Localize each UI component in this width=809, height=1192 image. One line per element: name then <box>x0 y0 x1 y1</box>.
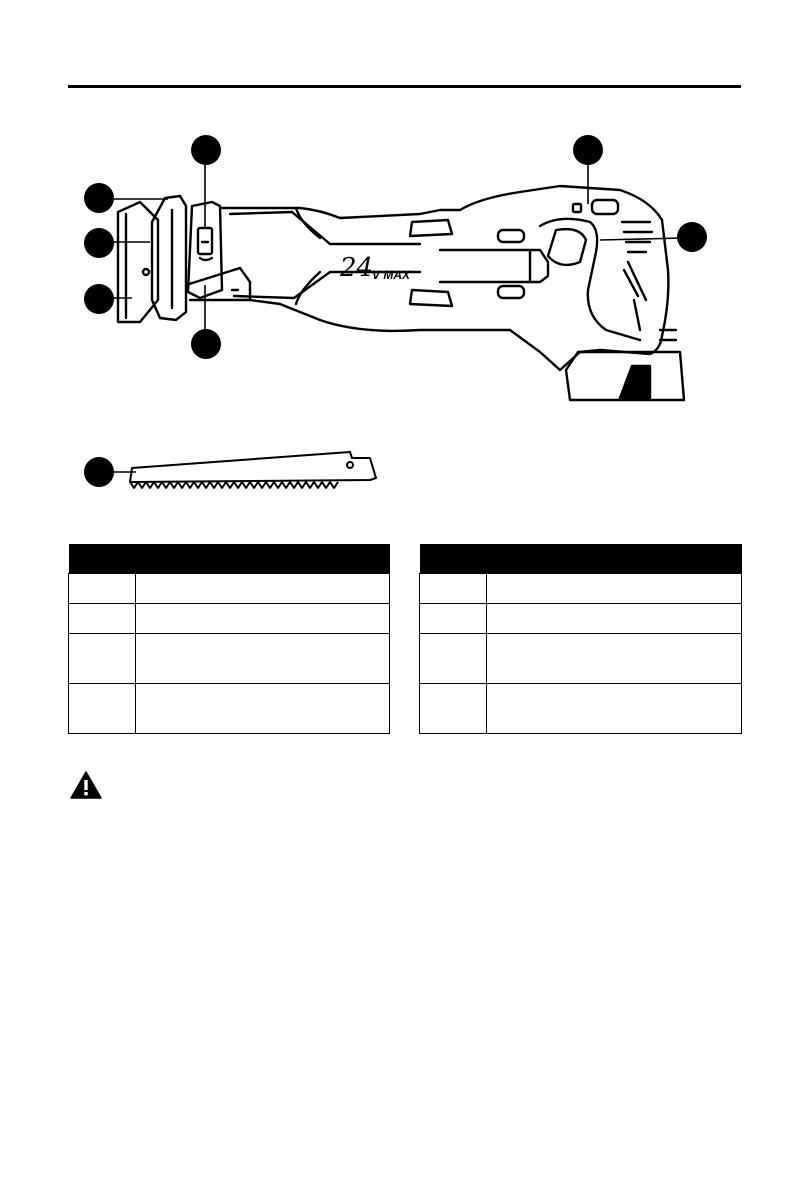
table-header-row <box>69 544 390 574</box>
callout-3 <box>84 284 114 314</box>
table-row <box>69 634 390 684</box>
callout-8 <box>84 457 114 487</box>
table-row <box>69 574 390 604</box>
row-number <box>420 604 487 634</box>
model-badge-text: V MAX <box>372 268 411 282</box>
header-description <box>487 544 742 574</box>
row-number <box>420 684 487 734</box>
table-row <box>420 634 742 684</box>
table-row <box>420 604 742 634</box>
parts-table-left <box>68 544 390 734</box>
row-number <box>420 634 487 684</box>
row-description <box>487 604 742 634</box>
header-number <box>420 544 487 574</box>
table-header-row <box>420 544 742 574</box>
table-row <box>69 684 390 734</box>
row-description <box>136 634 390 684</box>
row-description <box>136 684 390 734</box>
parts-table-right <box>419 544 742 734</box>
callout-4 <box>191 135 221 165</box>
row-description <box>487 684 742 734</box>
callout-2 <box>84 228 114 258</box>
header-description <box>136 544 390 574</box>
row-number <box>69 684 136 734</box>
header-number <box>69 544 136 574</box>
row-description <box>136 604 390 634</box>
callout-5 <box>191 329 221 359</box>
callout-7 <box>677 222 707 252</box>
row-description <box>136 574 390 604</box>
callout-1 <box>84 183 114 213</box>
callout-6 <box>573 135 603 165</box>
table-row <box>420 574 742 604</box>
table-row <box>420 684 742 734</box>
reciprocating-saw-illustration <box>0 0 809 520</box>
row-number <box>69 634 136 684</box>
row-number <box>69 604 136 634</box>
row-description <box>487 634 742 684</box>
model-badge-number: 24 <box>340 253 374 283</box>
warning-triangle-icon <box>70 771 102 799</box>
row-description <box>487 574 742 604</box>
row-number <box>420 574 487 604</box>
table-row <box>69 604 390 634</box>
row-number <box>69 574 136 604</box>
